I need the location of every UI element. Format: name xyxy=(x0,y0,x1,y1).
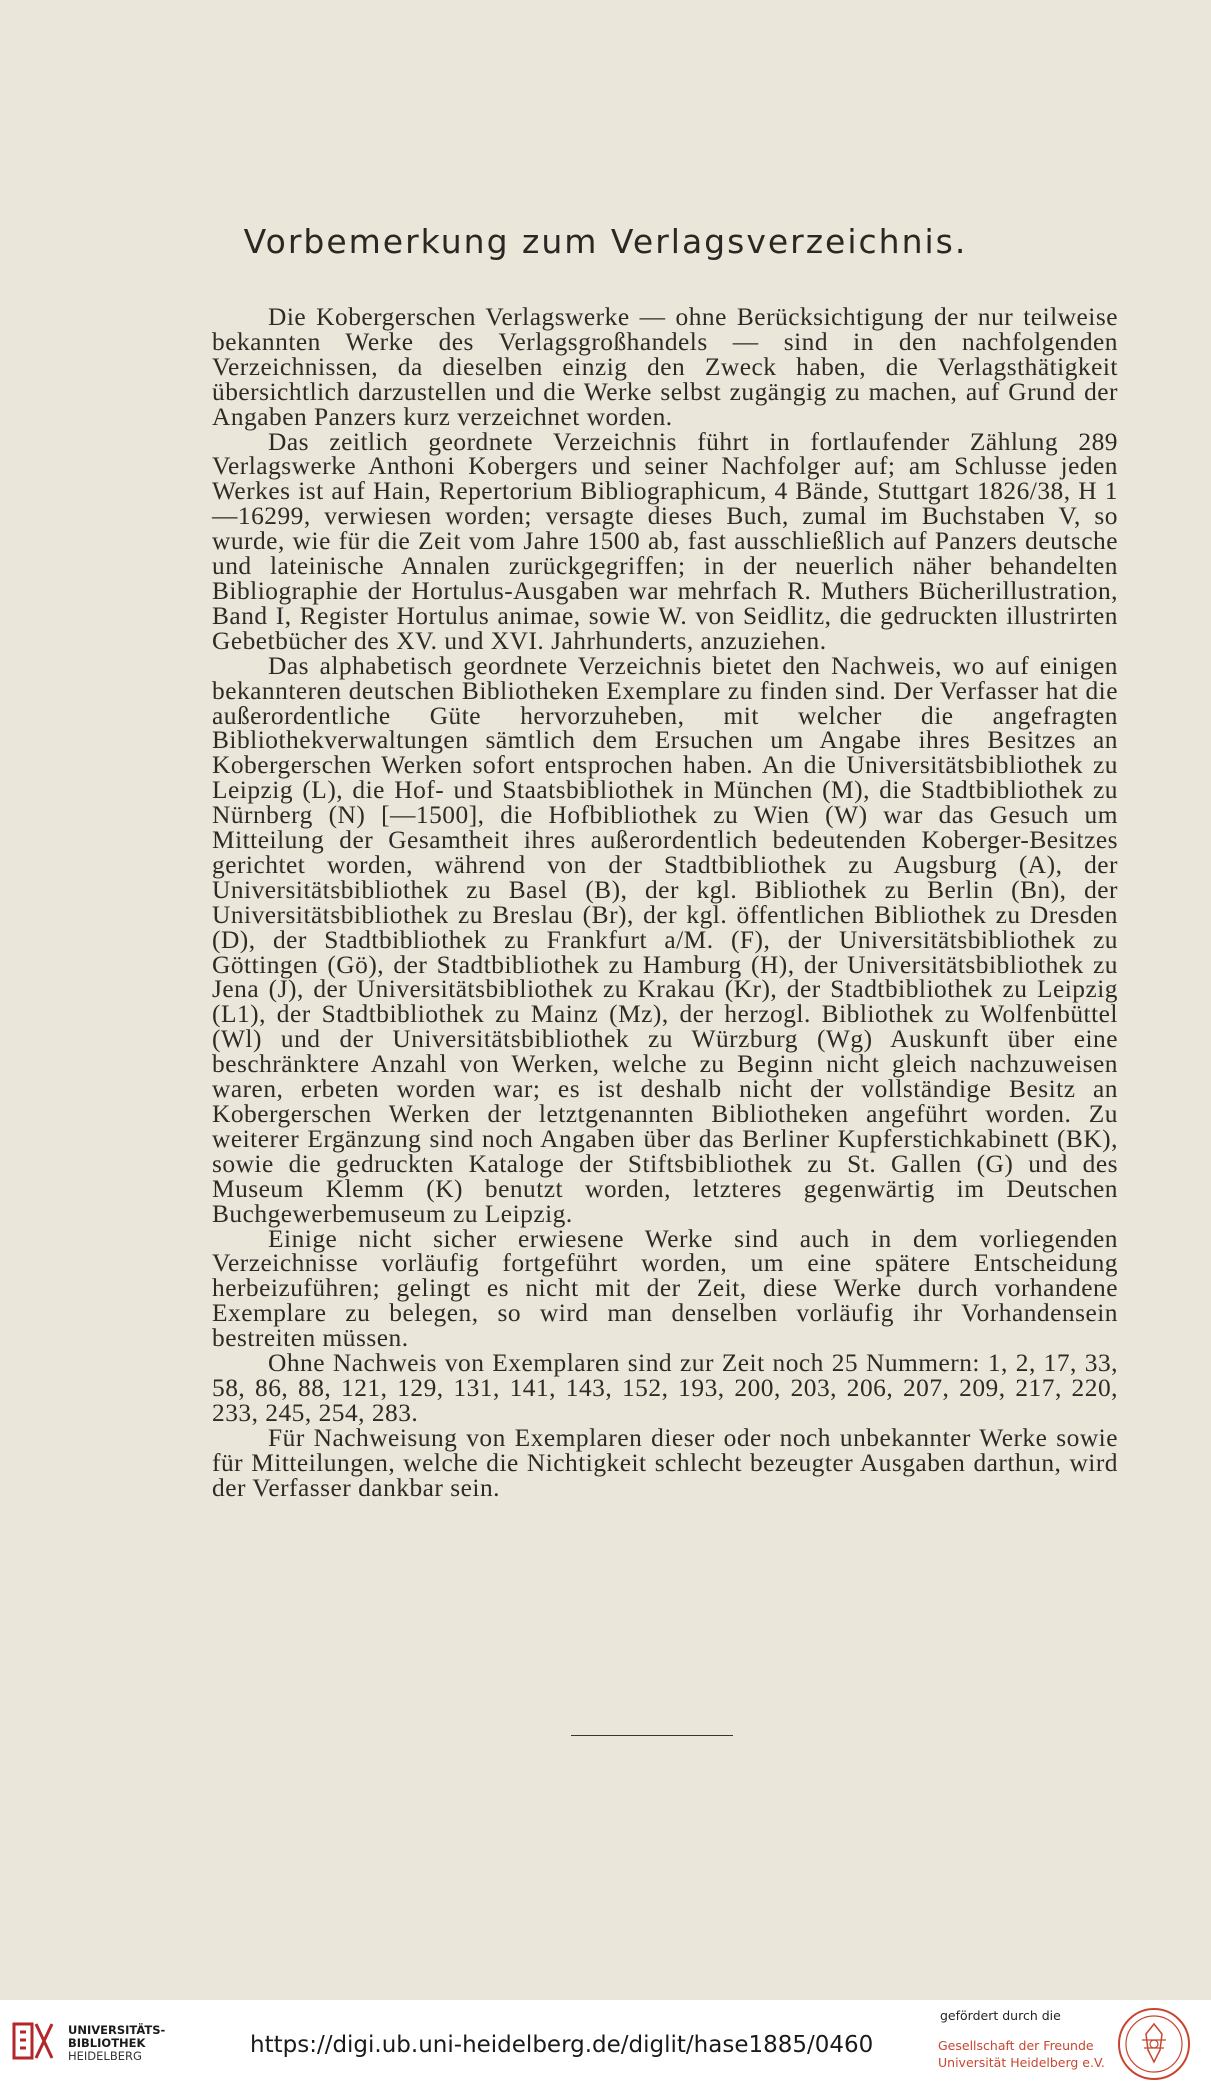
library-line-2: BIBLIOTHEK xyxy=(68,2036,146,2050)
library-name[interactable] xyxy=(68,2024,165,2063)
paragraph-2: Das zeitlich geordnete Verzeichnis führt in fortlaufender Zählung 289 Verlagswerke Anthoni Kobergers und seiner Nachfolger auf; am Schlusse jeden Werkes ist auf Hain, Repertorium Bibliographicum, 4 Bände, Stuttgart 1826/38, H 1—16299, verwiesen worden; versagte dieses Buch, zumal im Buchstaben V, so wurde, wie für die Zeit vom Jahre 1500 ab, fast ausschließlich auf Panzers deutsche und lateinische Annalen zurückgegriffen; in der neuerlich näher behandelten Bibliographie der Hortulus-Ausgaben war mehrfach R. Muthers Bücherillustration, Band I, Register Hortulus animae, sowie W. von Seidlitz, die gedruckten illustrirten Gebetbücher des XV. und XVI. Jahrhunderts, anzuziehen. xyxy=(212,427,1118,655)
library-line-1: UNIVERSITÄTS- xyxy=(68,2023,166,2037)
paragraph-6: Für Nachweisung von Exemplaren dieser oder noch unbekannter Werke sowie für Mitteilungen, welche die Nichtigkeit schlecht bezeugter Ausgaben darthun, wird der Verfasser dankbar sein. xyxy=(212,1423,1118,1502)
paragraph-3: Das alphabetisch geordnete Verzeichnis bietet den Nachweis, wo auf einigen bekannteren deutschen Bibliotheken Exemplare zu finden sind. Der Verfasser hat die außerordentliche Güte hervorzuheben, mit welcher die angefragten Bibliothekverwaltungen sämtlich dem Ersuchen um Angabe ihres Besitzes an Kobergerschen Werken sofort entsprochen haben. An die Universitätsbibliothek zu Leipzig (L), die Hof- und Staatsbibliothek in München (M), die Stadtbibliothek zu Nürnberg (N) [—1500], die Hofbibliothek zu Wien (W) war das Gesuch um Mitteilung der Gesamtheit ihres außerordentlich bedeutenden Koberger-Besitzes gerichtet worden, während von der Stadtbibliothek zu Augsburg (A), der Universitätsbibliothek zu Basel (B), der kgl. Bibliothek zu Berlin (Bn), der Universitätsbibliothek zu Breslau (Br), der kgl. öffentlichen Bibliothek zu Dresden (D), der Stadtbibliothek zu Frankfurt a/M. (F), der Universitätsbibliothek zu Göttingen (Gö), der Stadtbibliothek zu Hamburg (H), der Universitätsbibliothek zu Jena (J), der Universitätsbibliothek zu Krakau (Kr), der Stadtbibliothek zu Leipzig (L1), der Stadtbibliothek zu Mainz (Mz), der herzogl. Bibliothek zu Wolfenbüttel (Wl) und der Universitätsbibliothek zu Würzburg (Wg) Auskunft über eine beschränktere Anzahl von Werken, welche zu Beginn nicht gleich nachzuweisen waren, erbeten worden war; es ist deshalb nicht der vollständige Besitz an Kobergerschen Werken der letztgenannten Bibliotheken angeführt worden. Zu weiterer Ergänzung sind noch Angaben über das Berliner Kupferstichkabinett (BK), sowie die gedruckten Kataloge der Stiftsbibliothek zu St. Gallen (G) und des Museum Klemm (K) benutzt worden, letzteres gegenwärtig im Deutschen Buchgewerbemuseum zu Leipzig. xyxy=(212,651,1118,1228)
university-seal-icon[interactable] xyxy=(1116,2006,1192,2082)
sponsor-line-2: Universität Heidelberg e.V. xyxy=(938,2055,1105,2070)
footer-bar xyxy=(0,2000,1211,2086)
sponsor-credit[interactable] xyxy=(938,2008,1105,2071)
paragraph-1: Die Kobergerschen Verlagswerke — ohne Berücksichtigung der nur teilweise bekannten Werke des Verlagsgroßhandels — sind in den nachfolgenden Verzeichnissen, da dieselben einzig den Zweck haben, die Verlagsthätigkeit übersichtlich darzustellen und die Werke selbst zugängig zu machen, auf Grund der Angaben Panzers kurz verzeichnet worden. xyxy=(212,303,1118,431)
paragraph-4: Einige nicht sicher erwiesene Werke sind auch in dem vorliegenden Verzeichnisse vorläufig fortgeführt worden, um eine spätere Entscheidung herbeizuführen; gelingt es nicht mit der Zeit, diese Werke durch vorhandene Exemplare zu belegen, so wird man denselben vorläufig ihr Vorhandensein bestreiten müssen. xyxy=(212,1224,1118,1353)
permalink-url[interactable]: https://digi.ub.uni-heidelberg.de/diglit/hase1885/0460 xyxy=(250,2032,874,2058)
page-title: Vorbemerkung zum Verlagsverzeichnis. xyxy=(243,222,968,261)
closing-rule xyxy=(571,1735,733,1736)
library-line-3: HEIDELBERG xyxy=(68,2049,142,2063)
sponsor-line-1: Gesellschaft der Freunde xyxy=(938,2038,1094,2053)
sponsor-label: gefördert durch die xyxy=(940,2008,1061,2023)
body-text xyxy=(212,305,1118,1501)
paragraph-5: Ohne Nachweis von Exemplaren sind zur Zeit noch 25 Nummern: 1, 2, 17, 33, 58, 86, 88, 121, 129, 131, 141, 143, 152, 193, 200, 203, 206, 207, 209, 217, 220, 233, 245, 254, 283. xyxy=(212,1349,1118,1427)
ub-heidelberg-logo-icon[interactable] xyxy=(10,2018,56,2064)
